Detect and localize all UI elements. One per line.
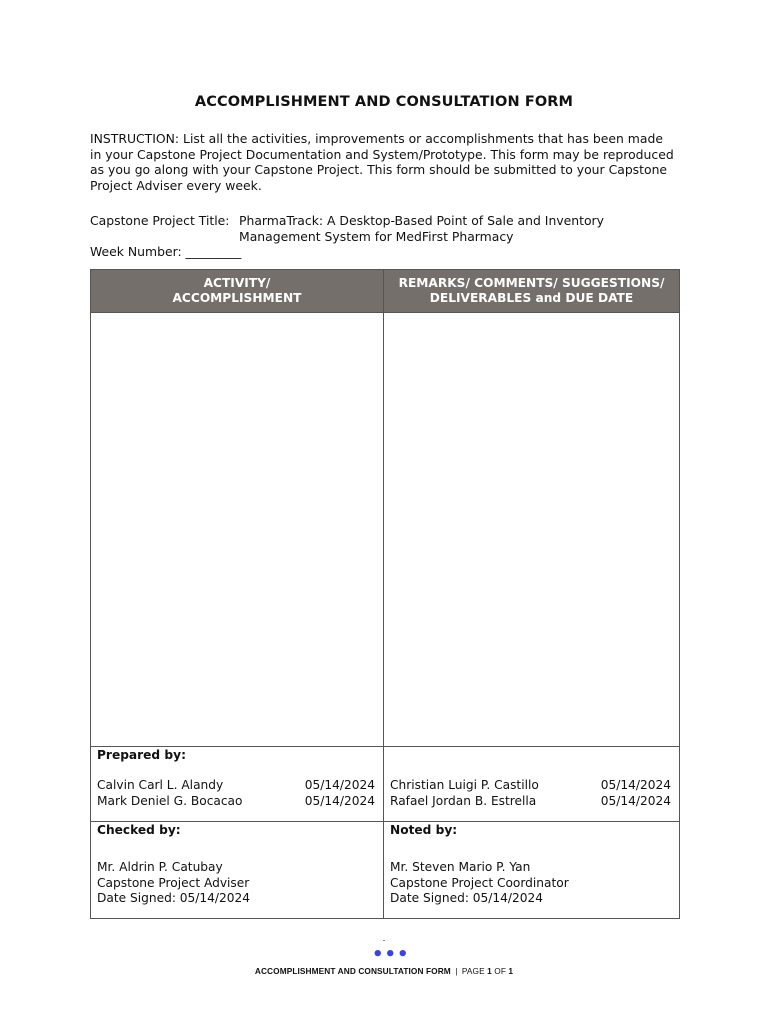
instruction-line: in your Capstone Project Documentation and System/Prototype. This form may be reproduced [90,146,674,162]
instruction-text [90,131,690,193]
preparer-row [97,778,375,794]
preparer-date: 05/14/2024 [304,778,375,792]
project-title-line: PharmaTrack: A Desktop-Based Point of Sale and Inventory [239,213,604,228]
table-header-row [91,270,680,313]
footer-page-of: OF [494,966,506,976]
table-body-row [91,313,680,747]
adviser-name: Mr. Aldrin P. Catubay [97,860,223,874]
form-title: ACCOMPLISHMENT AND CONSULTATION FORM [194,94,574,110]
coordinator-name: Mr. Steven Mario P. Yan [390,860,531,874]
instruction-line: as you go along with your Capstone Project. This form should be submitted to your Capstone [90,162,668,177]
instruction-line: INSTRUCTION: List all the activities, improvements or accomplishments that has been made [90,131,663,146]
footer-separator: | [455,966,458,976]
header-line: DELIVERABLES and DUE DATE [429,291,634,305]
project-title-value [239,213,659,244]
consultation-table [90,269,680,919]
preparer-date: 05/14/2024 [600,793,671,808]
header-line: ACTIVITY/ [203,276,271,290]
remarks-cell[interactable] [384,313,680,747]
preparer-name: Christian Luigi P. Castillo [390,778,539,792]
prepared-right-cell [384,747,680,822]
preparer-name: Rafael Jordan B. Estrella [390,793,537,808]
preparer-date: 05/14/2024 [304,793,375,808]
footer-page-prefix: PAGE [461,966,485,976]
checked-by-label: Checked by: [97,823,181,837]
prepared-left-cell [91,747,384,822]
noted-by-label: Noted by: [390,823,458,837]
adviser-role: Capstone Project Adviser [97,875,250,890]
adviser-date-signed: Date Signed: 05/14/2024 [97,891,251,905]
preparer-name: Calvin Carl L. Alandy [97,778,224,792]
footer-page-num: 1 [487,966,492,976]
more-dots-icon: ••• [372,944,410,965]
preparer-row [97,794,375,810]
preparer-row [390,778,671,794]
footer-page-total: 1 [508,966,514,976]
footer-title: ACCOMPLISHMENT AND CONSULTATION FORM [254,966,451,976]
tiny-mark [383,940,385,941]
activity-header [91,270,384,313]
prepared-by-label: Prepared by: [97,748,186,762]
prepared-row [91,747,680,822]
remarks-header [384,270,680,313]
instruction-line: Project Adviser every week. [90,177,262,193]
header-line: REMARKS/ COMMENTS/ SUGGESTIONS/ [398,276,665,290]
page-footer [0,966,768,976]
preparer-date: 05/14/2024 [600,778,671,792]
checked-by-cell [91,822,384,919]
project-title-label: Capstone Project Title: [90,213,230,228]
project-title-line: Management System for MedFirst Pharmacy [239,228,514,244]
header-line: ACCOMPLISHMENT [172,291,302,305]
activity-cell[interactable] [91,313,384,747]
week-number-label: Week Number: _________ [90,244,242,259]
noted-by-cell [384,822,680,919]
coordinator-date-signed: Date Signed: 05/14/2024 [390,891,544,905]
preparer-row [390,794,671,810]
coordinator-role: Capstone Project Coordinator [390,875,569,890]
approval-row [91,822,680,919]
preparer-name: Mark Deniel G. Bocacao [97,793,243,808]
